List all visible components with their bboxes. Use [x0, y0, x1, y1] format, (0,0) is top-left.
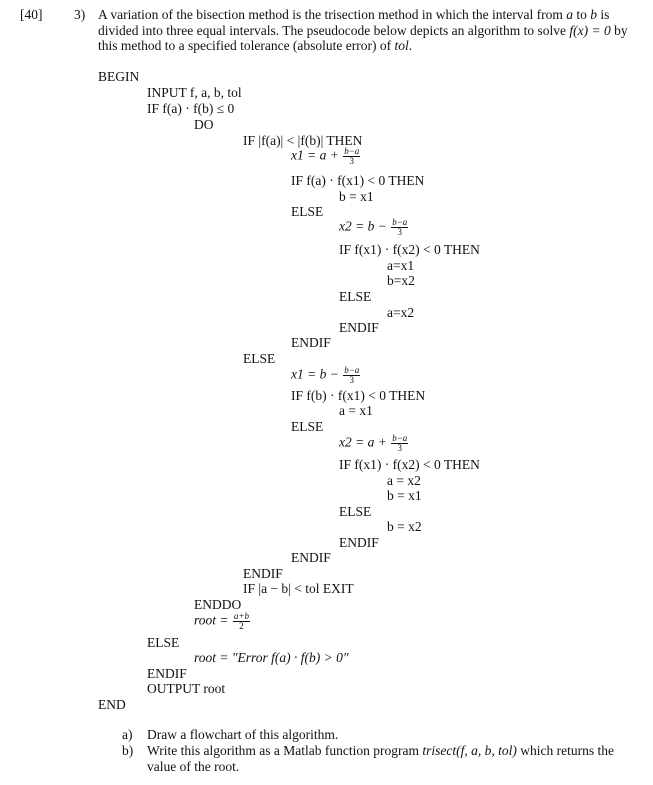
subquestion-b — [122, 743, 622, 775]
code-a-eq-x1: a=x1 — [387, 258, 415, 273]
code-enddo: ENDDO — [194, 597, 242, 612]
fraction-denominator: 3 — [349, 375, 354, 385]
code-else: ELSE — [291, 204, 324, 219]
code-text: x2 = a + — [339, 434, 391, 450]
code-a-eq-x2: a=x2 — [387, 305, 415, 320]
code-text: root = — [194, 612, 232, 628]
fraction-numerator: b−a — [392, 217, 408, 227]
fraction-numerator: b−a — [392, 433, 408, 443]
code-x2-assign — [339, 218, 409, 237]
code-input — [147, 85, 242, 101]
code-else: ELSE — [243, 351, 276, 366]
fraction-denominator: 3 — [397, 443, 402, 453]
function-signature: trisect(f, a, b, tol) — [422, 743, 517, 758]
intro-text: by this method to a specified tolerance (absolute error) of — [98, 22, 628, 53]
subquestion-text — [147, 743, 622, 775]
code-a-eq-x1: a = x1 — [339, 403, 373, 418]
fraction — [343, 147, 360, 166]
code-do: DO — [194, 117, 214, 132]
code-b-eq-x2: b = x2 — [387, 519, 422, 534]
code-a-eq-x2: a = x2 — [387, 473, 421, 488]
fraction-numerator: b−a — [344, 365, 360, 375]
intro-text: is divided into three equal intervals. The pseudocode below depicts an algorithm to solve — [98, 7, 610, 38]
code-output: OUTPUT root — [147, 681, 226, 696]
code-end: END — [98, 697, 126, 712]
subquestion-label: b) — [122, 743, 134, 758]
subquestion-text: Draw a flowchart of this algorithm. — [147, 727, 339, 742]
intro-text: . — [408, 38, 413, 53]
subquestion-text-part: which returns the value of the root. — [147, 743, 614, 774]
fraction — [233, 612, 250, 631]
code-root-assign — [194, 612, 251, 631]
code-text: INPUT f, a, b, tol — [147, 85, 242, 100]
code-endif: ENDIF — [339, 535, 379, 550]
subquestion-text-part: Write this algorithm as a Matlab function program — [147, 743, 423, 758]
code-if-fx1-fx2: IF f(x1) · f(x2) < 0 THEN — [339, 242, 480, 257]
fraction — [391, 434, 408, 453]
var-a: a — [566, 7, 574, 22]
code-b-eq-x2: b=x2 — [387, 273, 415, 288]
intro-text: A variation of the bisection method is the trisection method in which the interval from — [98, 7, 567, 22]
code-endif: ENDIF — [339, 320, 379, 335]
code-else: ELSE — [291, 419, 324, 434]
fraction — [391, 218, 408, 237]
code-b-eq-x1: b = x1 — [339, 189, 374, 204]
fraction-denominator: 3 — [397, 227, 402, 237]
code-else: ELSE — [339, 504, 372, 519]
code-else: ELSE — [339, 289, 372, 304]
fraction-numerator: b−a — [344, 146, 360, 156]
var-b: b — [590, 7, 598, 22]
code-endif: ENDIF — [147, 666, 187, 681]
code-if-fb-fx1: IF f(b) · f(x1) < 0 THEN — [291, 388, 426, 403]
question-number: [40] — [20, 7, 43, 22]
fraction-numerator: a+b — [233, 611, 249, 621]
sub-question-number: 3) — [74, 7, 86, 22]
code-text: x2 = b − — [339, 218, 391, 234]
code-if-exit: IF |a − b| < tol EXIT — [243, 581, 354, 596]
code-text: x1 = a + — [291, 147, 343, 163]
code-x1-assign — [291, 147, 361, 166]
code-if-abs: IF |f(a)| < |f(b)| THEN — [243, 133, 363, 148]
subquestion-a — [122, 727, 338, 743]
subquestion-label: a) — [122, 727, 133, 742]
code-if-fx1-fx2-2: IF f(x1) · f(x2) < 0 THEN — [339, 457, 480, 472]
intro-text: to — [573, 7, 591, 22]
code-b-eq-x1: b = x1 — [387, 488, 422, 503]
code-root-error: root = "Error f(a) · f(b) > 0" — [194, 650, 349, 665]
fraction — [343, 366, 360, 385]
code-endif: ENDIF — [291, 550, 331, 565]
code-endif: ENDIF — [243, 566, 283, 581]
equation: f(x) = 0 — [569, 22, 611, 38]
var-tol: tol — [394, 38, 409, 53]
code-x1-assign-2 — [291, 366, 361, 385]
question-intro — [98, 7, 638, 54]
code-else: ELSE — [147, 635, 180, 650]
code-endif: ENDIF — [291, 335, 331, 350]
code-begin: BEGIN — [98, 69, 140, 84]
code-if-fafb: IF f(a) · f(b) ≤ 0 — [147, 101, 235, 116]
code-x2-assign-2 — [339, 434, 409, 453]
code-text: x1 = b − — [291, 366, 343, 382]
fraction-denominator: 2 — [239, 621, 244, 631]
fraction-denominator: 3 — [349, 156, 354, 166]
code-if-fa-fx1: IF f(a) · f(x1) < 0 THEN — [291, 173, 425, 188]
